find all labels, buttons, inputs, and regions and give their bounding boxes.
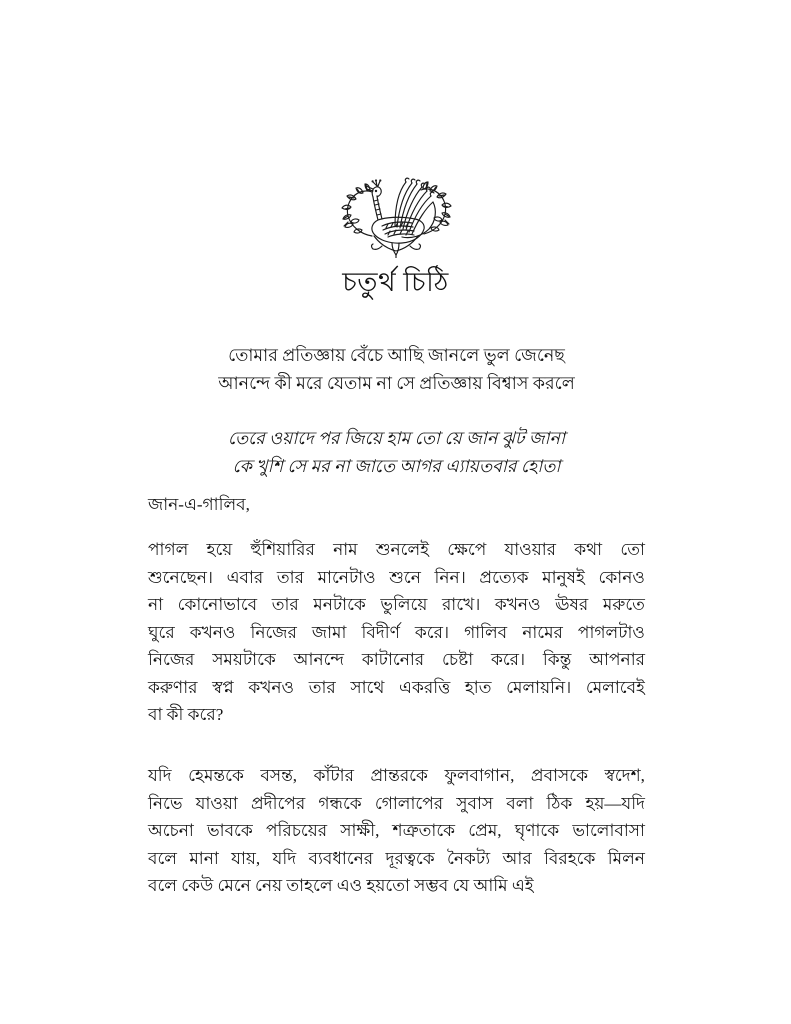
paragraph-line: অচেনা ভাবকে পরিচয়ের সাক্ষী, শত্রুতাকে প্রেম, ঘৃণাকে ভালোবাসা xyxy=(148,821,645,840)
paragraph-line: না কোনোভাবে তার মনটাকে ভুলিয়ে রাখে। কখনও ঊষর মরুতে xyxy=(148,595,645,614)
paragraph-line: বলে মানা যায়, যদি ব্যবধানের দূরত্বকে নৈকট্য আর বিরহকে মিলন xyxy=(148,848,645,868)
salutation: জান-এ-গালিব, xyxy=(148,495,250,514)
paragraph-line: বলে কেউ মেনে নেয় তাহলে এও হয়তো সম্ভব যে আমি এই xyxy=(148,876,534,895)
paragraph-line: যদি হেমন্তকে বসন্ত, কাঁটার প্রান্তরকে ফুলবাগান, প্রবাসকে স্বদেশ, xyxy=(148,766,645,785)
paragraph-line: ঘুরে কখনও নিজের জামা বিদীর্ণ করে। গালিব নামের পাগলটাও xyxy=(148,622,645,642)
verse-block-two xyxy=(148,424,645,480)
verse-line: তেরে ওয়াদে পর জিয়ে হাম তো য়ে জান ঝুট জানা xyxy=(227,428,566,448)
paragraph-line: করুণার স্বপ্ন কখনও তার সাথে একরত্তি হাত মেলায়নি। মেলাবেই xyxy=(148,677,645,697)
paragraph-one xyxy=(148,536,645,729)
verse-line: তোমার প্রতিজ্ঞায় বেঁচে আছি জানলে ভুল জেনেছ xyxy=(228,345,565,365)
paragraph-two-container xyxy=(148,762,645,900)
paragraph-line: পাগল হয়ে হুঁশিয়ারির নাম শুনলেই ক্ষেপে যাওয়ার কথা তো xyxy=(148,540,645,559)
paragraph-one-container xyxy=(148,536,645,729)
verse-block-one xyxy=(148,341,645,397)
paragraph-line: নিভে যাওয়া প্রদীপের গন্ধকে গোলাপের সুবাস বলা ঠিক হয়—যদি xyxy=(148,793,645,813)
page-title: চতুর্থ চিঠি xyxy=(342,267,449,297)
paragraph-line: নিজের সময়টাকে আনন্দে কাটানোর চেষ্টা করে। কিন্তু আপনার xyxy=(148,650,645,669)
paragraph-line: শুনেছেন। এবার তার মানেটাও শুনে নিন। প্রত্যেক মানুষই কোনও xyxy=(148,567,645,587)
verse-line: কে খুশি সে মর না জাতে আগর এ্যায়তবার হোতা xyxy=(232,456,561,476)
ornament-container xyxy=(0,172,791,258)
paragraph-two xyxy=(148,762,645,900)
verse-line: আনন্দে কী মরে যেতাম না সে প্রতিজ্ঞায় বিশ্বাস করলে xyxy=(218,373,575,393)
paragraph-line: বা কী করে? xyxy=(148,705,224,724)
peacock-with-foliage-ornament xyxy=(332,174,460,258)
